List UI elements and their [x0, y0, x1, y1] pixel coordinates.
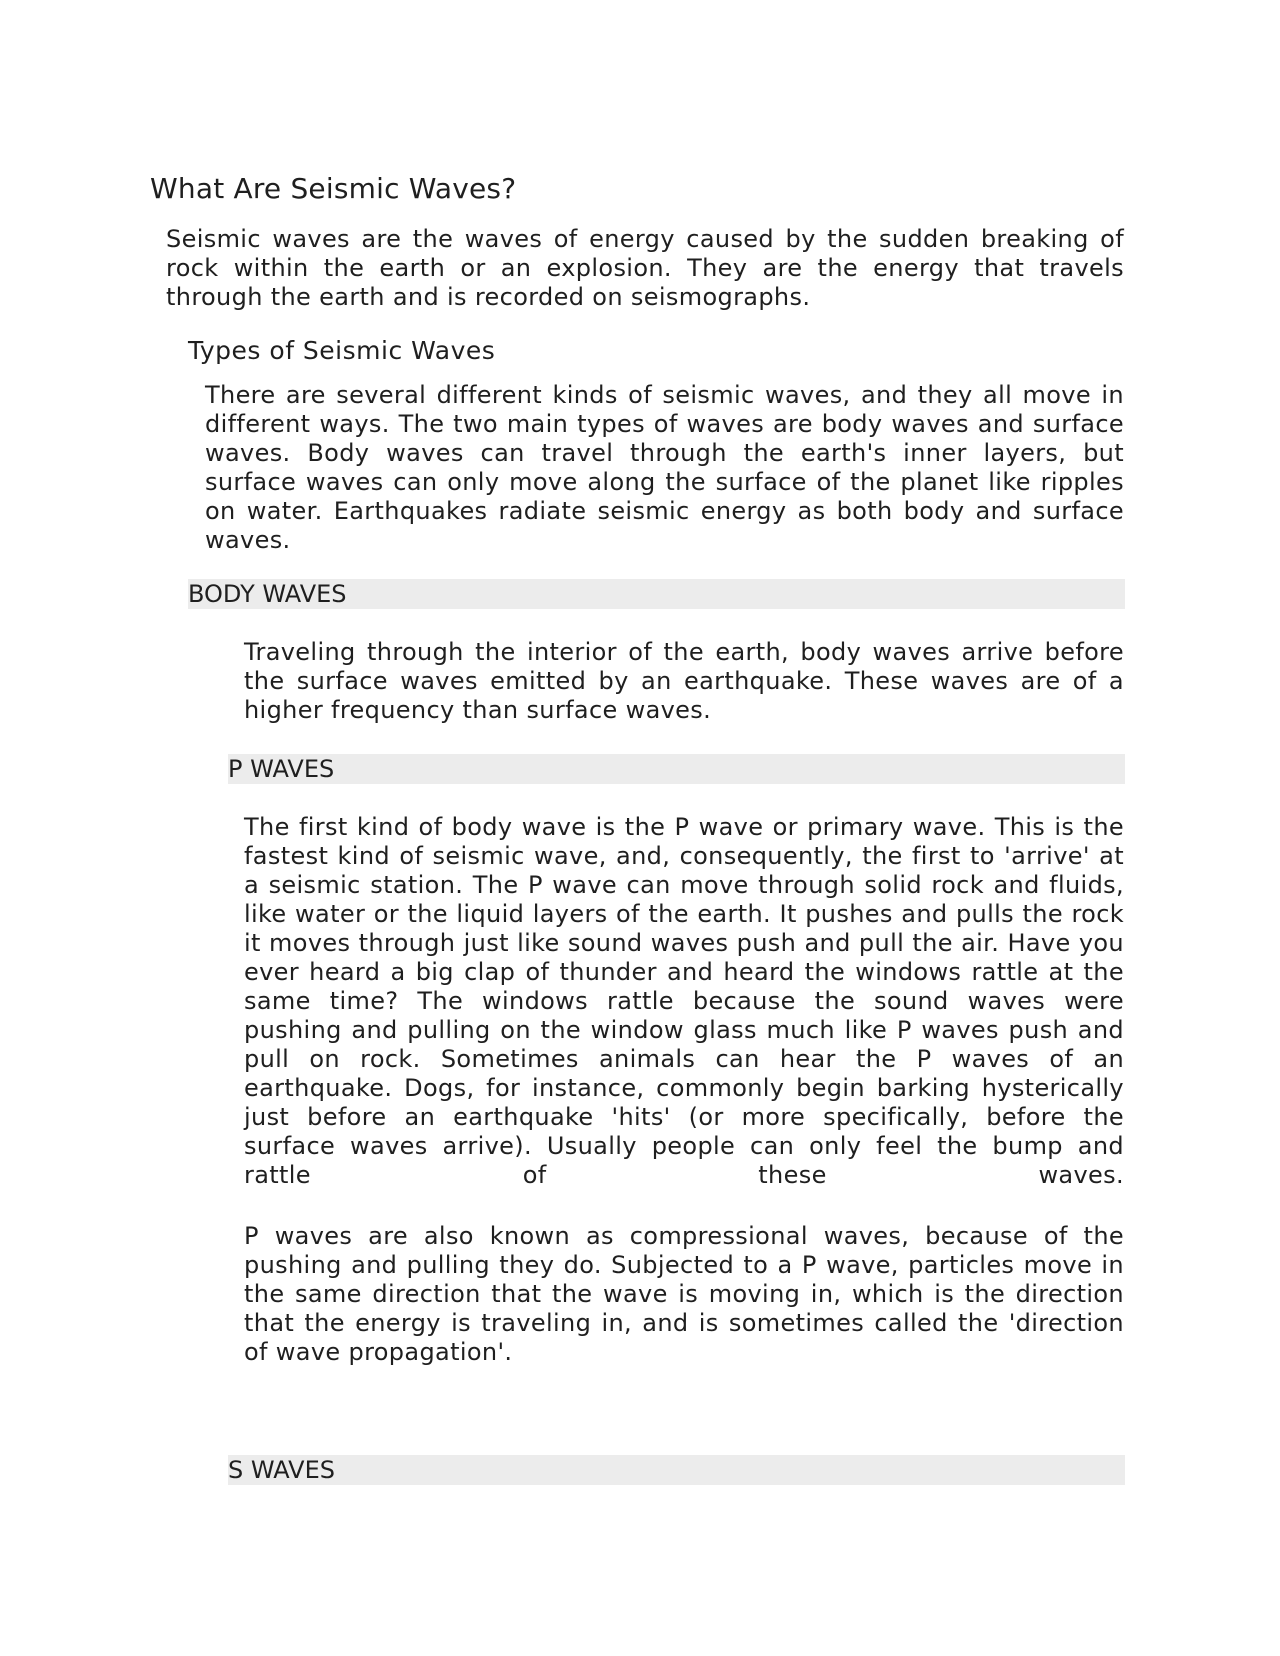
types-paragraph: There are several different kinds of seismic waves, and they all move in different ways. The two main types of waves are body waves and surface waves. Body waves can travel through the earth's inner layers, but surface waves can only move along the surface of the planet like ripples on water. Earthquakes radiate seismic energy as both body and surface waves. [205, 381, 1124, 554]
body-waves-heading: BODY WAVES [188, 579, 1125, 609]
intro-paragraph: Seismic waves are the waves of energy caused by the sudden breaking of rock within the earth or an explosion. They are the energy that travels through the earth and is recorded on seismographs. [166, 225, 1124, 311]
p-waves-paragraph-1: The first kind of body wave is the P wave or primary wave. This is the fastest kind of seismic wave, and, consequently, the first to 'arrive' at a seismic station. The P wave can move through solid rock and fluids, like water or the liquid layers of the earth. It pushes and pulls the rock it moves through just like sound waves push and pull the air. Have you ever heard a big clap of thunder and heard the windows rattle at the same time? The windows rattle because the sound waves were pushing and pulling on the window glass much like P waves push and pull on rock. Sometimes animals can hear the P waves of an earthquake. Dogs, for instance, commonly begin barking hysterically just before an earthquake 'hits' (or more specifically, before the surface waves arrive). Usually people can only feel the bump and rattle of these waves. [244, 813, 1124, 1189]
types-heading: Types of Seismic Waves [188, 336, 496, 365]
page-title: What Are Seismic Waves? [150, 172, 517, 205]
p-waves-heading: P WAVES [228, 754, 1125, 784]
body-waves-paragraph: Traveling through the interior of the earth, body waves arrive before the surface waves emitted by an earthquake. These waves are of a higher frequency than surface waves. [244, 638, 1124, 724]
s-waves-heading: S WAVES [228, 1455, 1125, 1485]
p-waves-paragraph-2: P waves are also known as compressional waves, because of the pushing and pulling they do. Subjected to a P wave, particles move in the same direction that the wave is moving in, which is the direction that the energy is traveling in, and is sometimes called the 'direction of wave propagation'. [244, 1222, 1124, 1366]
